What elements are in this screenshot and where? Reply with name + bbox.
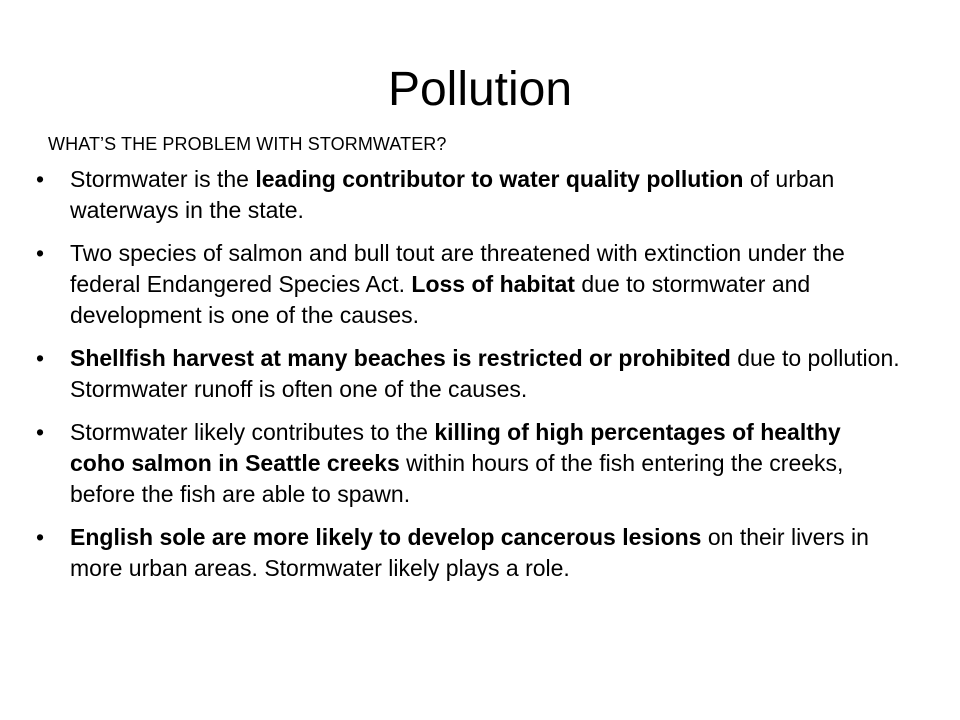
bullet-item <box>32 522 902 584</box>
bullet-item <box>32 343 902 405</box>
bullet-dot-icon: • <box>36 419 45 445</box>
bullet-segment: due to stormwater and development is one of the causes. <box>70 271 811 328</box>
bullet-segment: due to pollution. Stormwater runoff is often one of the causes. <box>70 345 900 402</box>
bullet-dot-icon: • <box>36 166 45 192</box>
bullet-segment: within hours of the fish entering the creeks, before the fish are able to spawn. <box>70 450 844 507</box>
bullet-segment: Stormwater is the <box>70 166 256 192</box>
bullet-bold-segment: English sole are more likely to develop cancerous lesions <box>70 524 702 550</box>
bullet-text <box>70 166 834 223</box>
bullet-text <box>70 419 843 507</box>
bullet-item <box>32 164 902 226</box>
slide-subheading: WHAT’S THE PROBLEM WITH STORMWATER? <box>48 134 447 154</box>
bullet-segment: of urban waterways in the state. <box>70 166 835 223</box>
bullet-list <box>32 164 902 596</box>
bullet-dot-icon: • <box>36 240 45 266</box>
bullet-dot-icon: • <box>36 345 45 371</box>
bullet-text <box>70 345 900 402</box>
bullet-item <box>32 417 902 510</box>
bullet-bold-segment: killing of high percentages of healthy coho salmon in Seattle creeks <box>70 419 841 476</box>
bullet-bold-segment: Shellfish harvest at many beaches is restricted or prohibited <box>70 345 731 371</box>
bullet-text <box>70 524 869 581</box>
bullet-dot-icon: • <box>36 524 45 550</box>
bullet-segment: on their livers in more urban areas. Stormwater likely plays a role. <box>70 524 869 581</box>
bullet-item <box>32 238 902 331</box>
slide-title: Pollution <box>387 63 573 116</box>
bullet-text <box>70 240 845 328</box>
bullet-bold-segment: Loss of habitat <box>411 271 575 297</box>
bullet-bold-segment: leading contributor to water quality pollution <box>255 166 744 192</box>
bullet-segment: Stormwater likely contributes to the <box>70 419 435 445</box>
bullet-segment: Two species of salmon and bull tout are threatened with extinction under the federal Endangered Species Act. <box>70 240 845 297</box>
